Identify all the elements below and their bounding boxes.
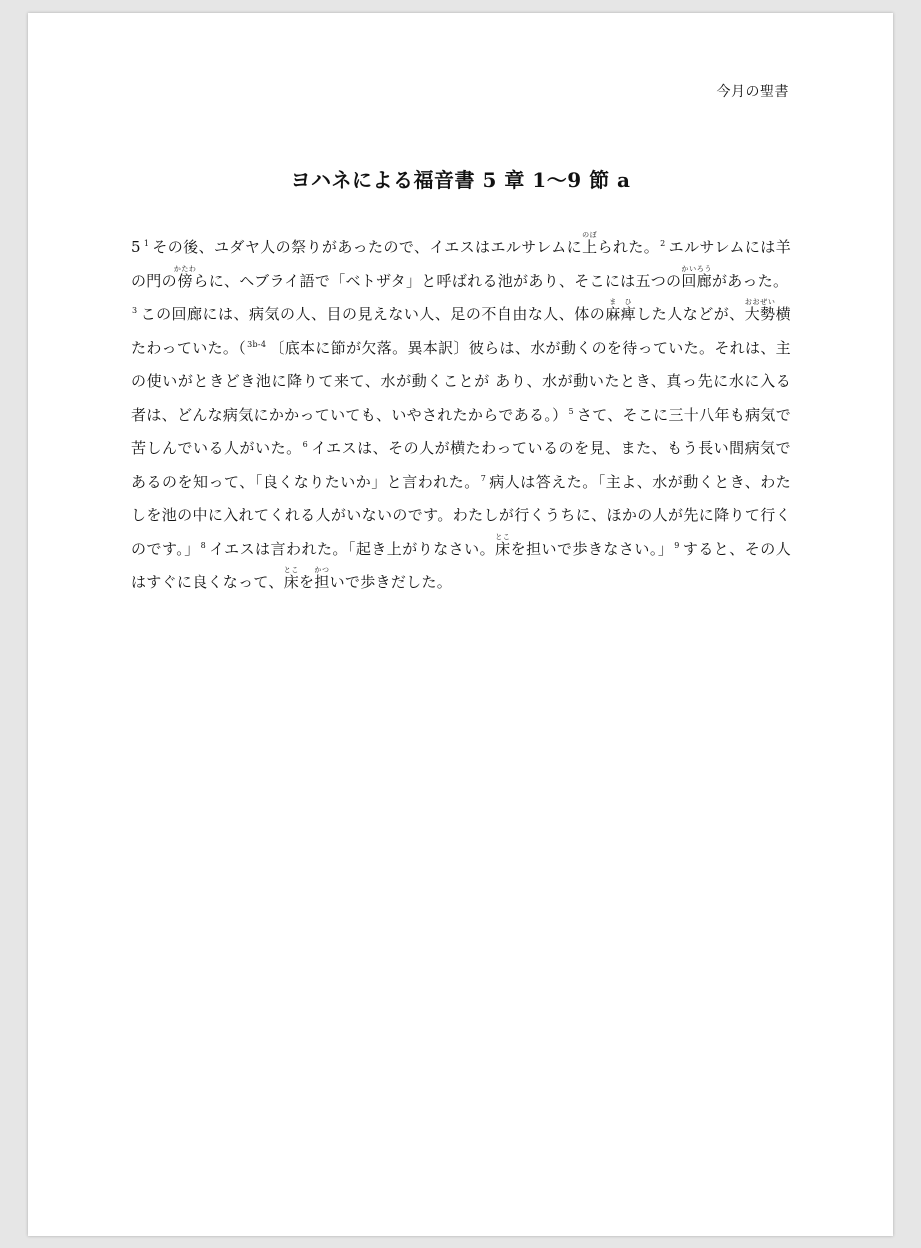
verse-number: 2 [660, 239, 666, 248]
ruby-annotation: 上のぼ [582, 231, 598, 256]
verse-note-open: （ [238, 338, 247, 357]
ruby-annotation: 床とこ [283, 566, 300, 591]
verse-number: 1 [143, 239, 150, 248]
verse-text: いで歩きだした。 [329, 573, 453, 591]
verse-number: 6 [302, 440, 308, 449]
verse-number: 3 [132, 306, 138, 315]
verse-number: 3b-4 [247, 339, 267, 349]
ruby-annotation: 回廊かいろう [681, 264, 712, 290]
verse-text: があった。 [711, 271, 789, 290]
chapter-number: 5 [131, 238, 141, 256]
verse-text: さて、そこに三十八年も病気で苦しんでいる人がいた。 [131, 405, 792, 457]
verse-text: イエスは言われた。「起き上がりなさい。 [209, 539, 496, 558]
verse-text: その後、ユダヤ人の祭りがあったので、イエスはエルサレムに [152, 238, 583, 256]
verse-text: した人などが、 [636, 305, 745, 323]
verse-text: この回廊には、病気の人、目の見えない人、足の不自由な人、体の [140, 305, 606, 323]
verse-text: エルサレムには羊の門の [131, 238, 791, 290]
ruby-annotation: 大勢おおぜい [744, 298, 776, 323]
ruby-annotation: 傍かたわ [173, 264, 197, 290]
verse-text: 横たわっていた。 [131, 305, 791, 357]
scripture-passage [131, 231, 791, 600]
verse-text: 〔底本に節が欠落。異本訳〕彼らは、水が動くのを待っていた。それは、主の使いがときどき池に降りて来て、水が動くことが あり、水が動いたとき、真っ先に水に入る者は、どんな病気にかかっていても、いやされたからである。） [131, 338, 791, 424]
verse-number: 5 [568, 406, 574, 416]
page-title: ヨハネによる福音書 5 章 1〜9 節 a [290, 168, 631, 192]
verse-text: 病人は答えた。「主よ、水が動くとき、わたしを池の中に入れてくれる人がいないのです。わたしが行くうちに、ほかの人が先に降りて行くのです。」 [131, 472, 791, 558]
verse-number: 8 [200, 540, 207, 550]
document-page [28, 13, 893, 1236]
verse-text: すると、その人はすぐに良くなって、 [131, 539, 791, 591]
ruby-annotation: 床とこ [495, 532, 511, 558]
verse-text: を [299, 573, 315, 591]
verse-number: 7 [480, 473, 487, 483]
verse-text: イエスは、その人が横たわっているのを見、また、もう長い間病気であるのを知って、「良くなりたいか」と言われた。 [131, 439, 791, 491]
verse-number: 9 [674, 540, 680, 550]
verse-text: られた。 [597, 238, 660, 256]
ruby-annotation: 担かつ [314, 566, 330, 591]
verse-text: を担いで歩きなさい。」 [510, 539, 674, 558]
header-label: 今月の聖書 [716, 84, 789, 100]
verse-text: らに、ヘブライ語で「ベトザタ」と呼ばれる池があり、そこには五つの [193, 271, 682, 290]
ruby-annotation: 麻痺まひ [605, 298, 637, 323]
